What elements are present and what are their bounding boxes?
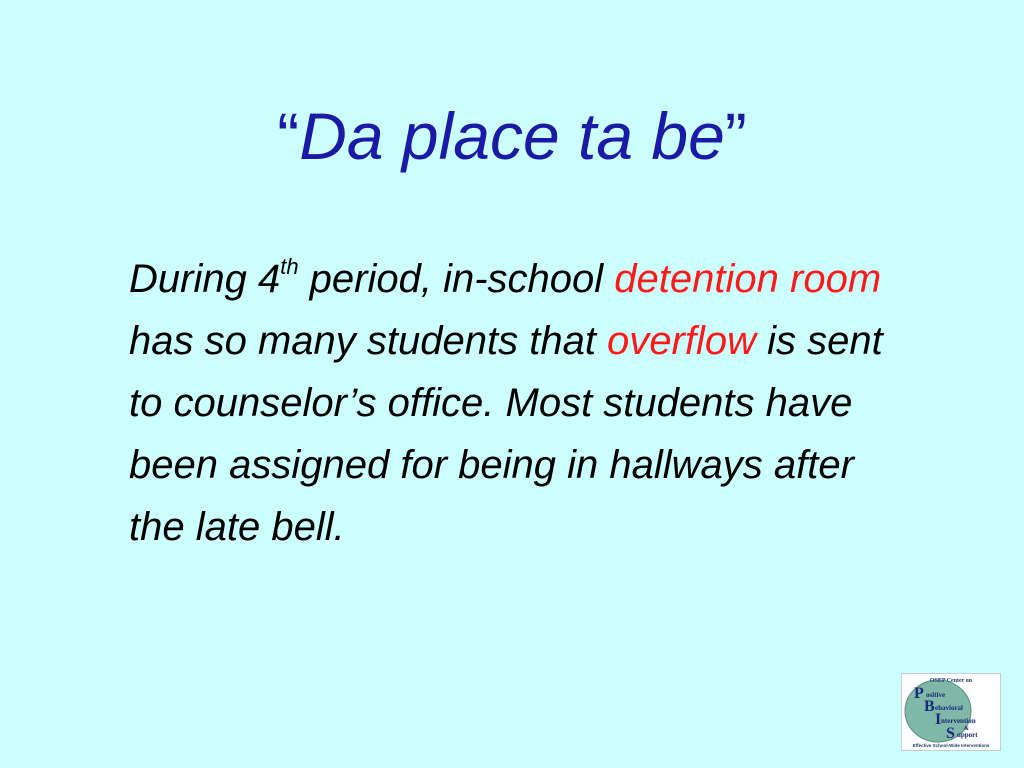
logo-letter-s: S xyxy=(946,725,955,742)
highlight-overflow: overflow xyxy=(607,319,756,363)
logo-letter-i: I xyxy=(935,711,942,728)
slide-title xyxy=(0,96,1024,176)
body-part-1: During 4 xyxy=(129,257,281,301)
logo-word-ntervention: ntervention xyxy=(941,717,976,725)
pbis-logo-graphic xyxy=(902,674,1000,750)
logo-word-ositive: ositive xyxy=(926,691,946,699)
slide-body-text xyxy=(129,248,889,558)
logo-word-ehavioral: ehavioral xyxy=(935,704,963,712)
logo-letter-p: P xyxy=(914,685,924,702)
body-part-2: period, in-school xyxy=(298,257,615,301)
body-part-3: has so many students that xyxy=(129,319,608,363)
title-close-quote: ” xyxy=(724,99,747,173)
body-part-4: is sent to counselor’s office. Most students have been assigned for being in hallways after the late bell. xyxy=(129,319,883,549)
logo-word-upport: upport xyxy=(957,731,978,739)
title-open-quote: “ xyxy=(277,99,300,173)
body-superscript: th xyxy=(280,253,299,279)
logo-ampersand: & xyxy=(964,726,969,732)
title-text: Da place ta be xyxy=(299,99,725,173)
highlight-detention-room: detention room xyxy=(614,257,882,301)
logo-letter-b: B xyxy=(924,698,935,715)
pbis-logo xyxy=(901,673,1001,751)
logo-bottom-text: Effective School-Wide Interventions xyxy=(912,743,990,748)
logo-top-text: OSEP Center on xyxy=(929,678,973,684)
